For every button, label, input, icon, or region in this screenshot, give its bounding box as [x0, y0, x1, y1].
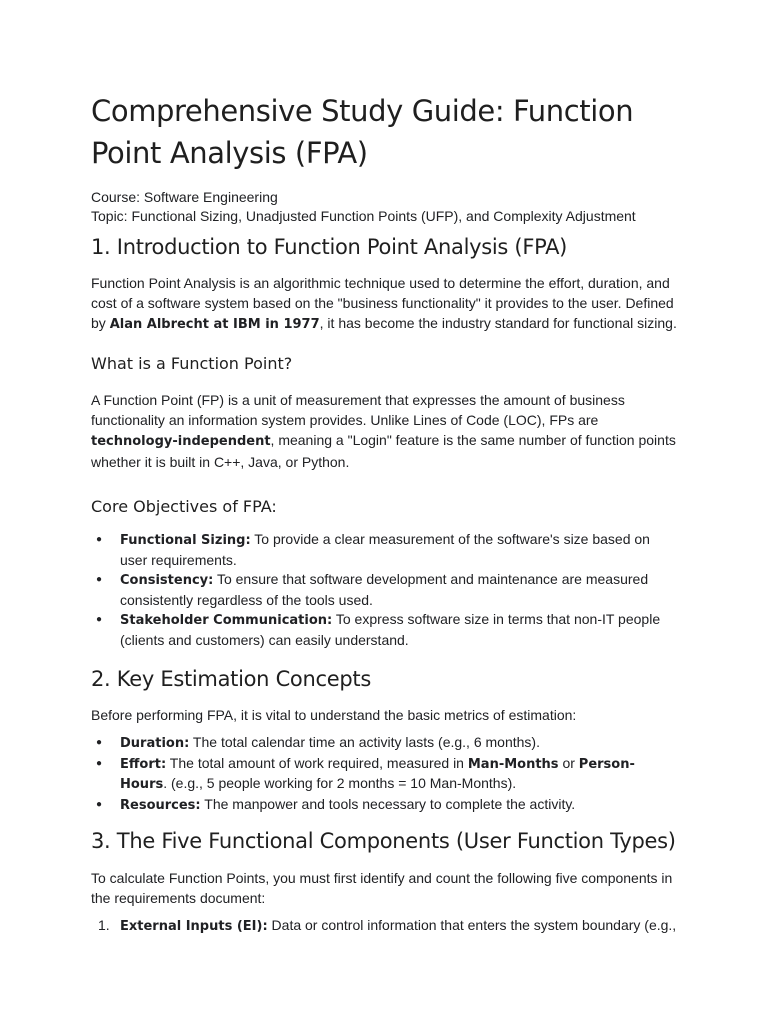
- tech-independent-bold: technology-independent: [91, 434, 271, 449]
- resources-term: Resources:: [120, 797, 201, 813]
- objective-term: Stakeholder Communication:: [120, 613, 333, 628]
- objective-text: To express software size in terms that non-IT people (clients and customers) can easily understand.: [120, 611, 661, 648]
- section-1-heading: 1. Introduction to Function Point Analysis (FPA): [91, 235, 568, 259]
- list-item: [91, 570, 677, 610]
- objective-term: Functional Sizing:: [120, 533, 251, 548]
- list-number: 1.: [98, 917, 110, 933]
- list-item: [91, 795, 677, 816]
- ei-text: Data or control information that enters the system boundary (e.g.,: [267, 917, 677, 933]
- person-hours-bold: Person-Hours: [120, 756, 635, 792]
- objective-text: To provide a clear measurement of the software's size based on user requirements.: [120, 531, 650, 568]
- objectives-list: [91, 530, 677, 650]
- list-item: [91, 733, 677, 754]
- estimation-concepts-list: [91, 733, 677, 815]
- effort-term: Effort:: [120, 756, 167, 772]
- effort-text-b: . (e.g., 5 people working for 2 months = 10 Man-Months).: [163, 775, 517, 791]
- section-2-intro: Before performing FPA, it is vital to understand the basic metrics of estimation:: [91, 707, 577, 723]
- section-2-heading: 2. Key Estimation Concepts: [91, 667, 371, 691]
- list-item: [91, 610, 677, 650]
- objective-text: To ensure that software development and maintenance are measured consistently regardless of the tools used.: [120, 571, 649, 608]
- section-1-intro-paragraph: [91, 273, 677, 335]
- list-item: [91, 754, 677, 795]
- albrecht-bold: Alan Albrecht at IBM in 1977: [109, 317, 320, 332]
- course-line: Course: Software Engineering: [91, 189, 278, 205]
- intro-text-c: , it has become the industry standard for functional sizing.: [319, 315, 677, 331]
- intro-text-a: Function Point Analysis is an algorithmic technique used to determine the effort, duration, and cost of a software system based on the "business functionality" it provides to the user. Defined by: [91, 275, 674, 331]
- duration-text: The total calendar time an activity lasts (e.g., 6 months).: [189, 734, 540, 750]
- what-is-fp-heading: What is a Function Point?: [91, 354, 293, 373]
- fp-definition-paragraph: [91, 390, 677, 472]
- core-objectives-heading: Core Objectives of FPA:: [91, 497, 277, 516]
- fp-text-a: A Function Point (FP) is a unit of measurement that expresses the amount of business functionality an information system provides. Unlike Lines of Code (LOC), FPs are: [91, 392, 625, 428]
- components-list: [91, 916, 677, 937]
- fp-text-c: , meaning a "Login" feature is the same number of function points whether it is built in C++, Java, or Python.: [91, 432, 676, 470]
- duration-term: Duration:: [120, 736, 190, 751]
- resources-text: The manpower and tools necessary to complete the activity.: [200, 795, 576, 812]
- section-3-intro: To calculate Function Points, you must first identify and count the following five components in the requirements document:: [91, 870, 673, 906]
- man-months-bold: Man-Months: [467, 756, 559, 772]
- course-meta: [91, 188, 677, 226]
- objective-term: Consistency:: [120, 573, 214, 588]
- effort-text-a: The total amount of work required, measured in: [166, 754, 468, 771]
- list-item: [91, 916, 677, 937]
- section-3-heading: 3. The Five Functional Components (User Function Types): [91, 829, 676, 853]
- effort-or: or: [558, 754, 579, 771]
- list-item: [91, 530, 677, 570]
- topic-line: Topic: Functional Sizing, Unadjusted Function Points (UFP), and Complexity Adjustment: [91, 208, 636, 224]
- ei-term: External Inputs (EI):: [120, 919, 268, 934]
- page-title: Comprehensive Study Guide: Function Point Analysis (FPA): [91, 94, 634, 170]
